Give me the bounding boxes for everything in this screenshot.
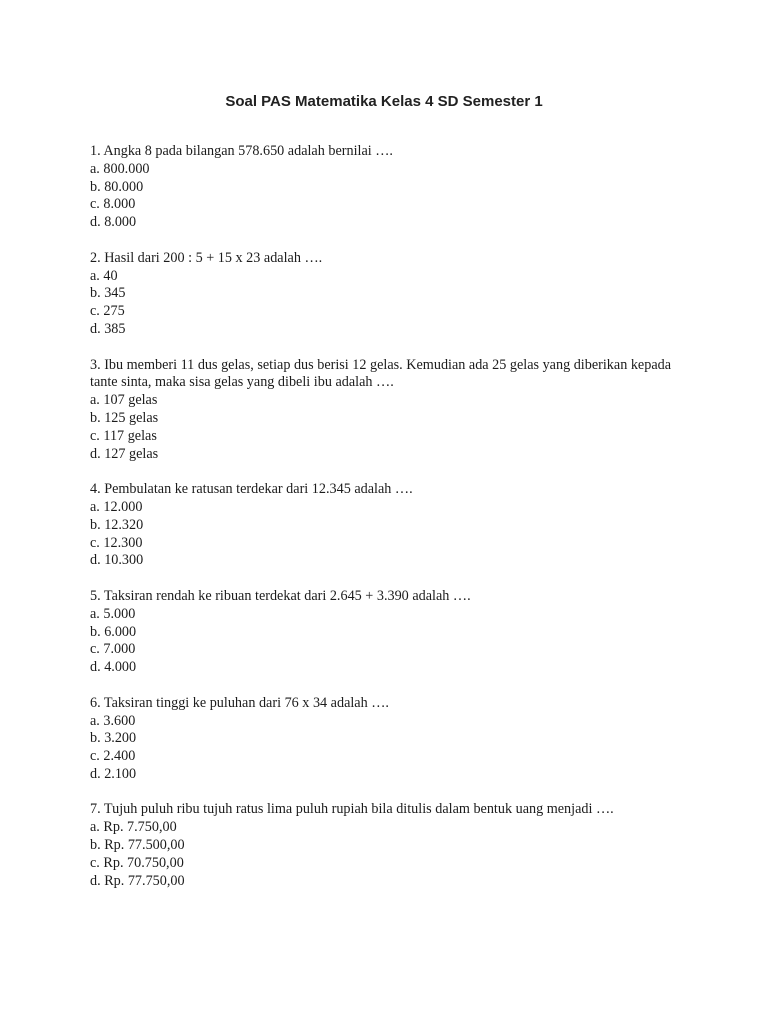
question-item: [90, 481, 690, 570]
question-text: 1. Angka 8 pada bilangan 578.650 adalah bernilai ….: [90, 143, 393, 159]
question-text: 7. Tujuh puluh ribu tujuh ratus lima puluh rupiah bila ditulis dalam bentuk uang menjadi ….: [90, 801, 614, 818]
answer-option-b: b. 12.320: [90, 516, 144, 533]
answer-option-b: b. Rp. 77.500,00: [90, 837, 185, 854]
answer-option-c: c. 2.400: [90, 748, 136, 765]
answer-option-d: d. 8.000: [90, 214, 137, 231]
answer-option-d: d. 4.000: [90, 659, 137, 676]
answer-option-b: b. 80.000: [90, 178, 144, 195]
answer-option-c: c. 7.000: [90, 641, 136, 658]
question-text: 2. Hasil dari 200 : 5 + 15 x 23 adalah ….: [90, 249, 323, 266]
question-text: 6. Taksiran tinggi ke puluhan dari 76 x 34 adalah ….: [90, 694, 389, 711]
answer-option-a: a. 5.000: [90, 605, 136, 622]
question-text: 4. Pembulatan ke ratusan terdekar dari 12.345 adalah ….: [90, 481, 413, 498]
answer-option-a: a. 800.000: [90, 160, 150, 177]
answer-option-a: a. Rp. 7.750,00: [90, 819, 177, 836]
question-item: [90, 695, 690, 784]
answer-option-c: c. 275: [90, 303, 125, 320]
question-item: [90, 357, 690, 464]
question-list: [90, 143, 690, 908]
answer-option-d: d. Rp. 77.750,00: [90, 872, 185, 889]
question-text: 3. Ibu memberi 11 dus gelas, setiap dus berisi 12 gelas. Kemudian ada 25 gelas yang diberikan kepada tante sinta, maka sisa gelas yang dibeli ibu adalah ….: [90, 356, 675, 391]
answer-option-a: a. 40: [90, 267, 118, 284]
answer-option-c: c. 117 gelas: [90, 427, 157, 444]
answer-option-a: a. 107 gelas: [90, 392, 158, 409]
answer-option-d: d. 385: [90, 320, 126, 337]
answer-option-a: a. 12.000: [90, 498, 143, 515]
answer-option-b: b. 125 gelas: [90, 409, 159, 426]
question-item: [90, 143, 690, 232]
document-title: Soal PAS Matematika Kelas 4 SD Semester 1: [225, 93, 543, 110]
answer-option-c: c. 8.000: [90, 196, 136, 213]
answer-option-c: c. 12.300: [90, 534, 143, 551]
answer-option-b: b. 3.200: [90, 730, 137, 747]
answer-option-b: b. 6.000: [90, 623, 137, 640]
answer-option-c: c. Rp. 70.750,00: [90, 854, 184, 871]
question-item: [90, 250, 690, 339]
question-item: [90, 588, 690, 677]
answer-option-b: b. 345: [90, 285, 126, 302]
answer-option-d: d. 127 gelas: [90, 445, 159, 462]
answer-option-d: d. 2.100: [90, 765, 137, 782]
answer-option-d: d. 10.300: [90, 552, 144, 569]
answer-option-a: a. 3.600: [90, 712, 136, 729]
question-item: [90, 801, 690, 890]
question-text: 5. Taksiran rendah ke ribuan terdekat dari 2.645 + 3.390 adalah ….: [90, 587, 471, 604]
